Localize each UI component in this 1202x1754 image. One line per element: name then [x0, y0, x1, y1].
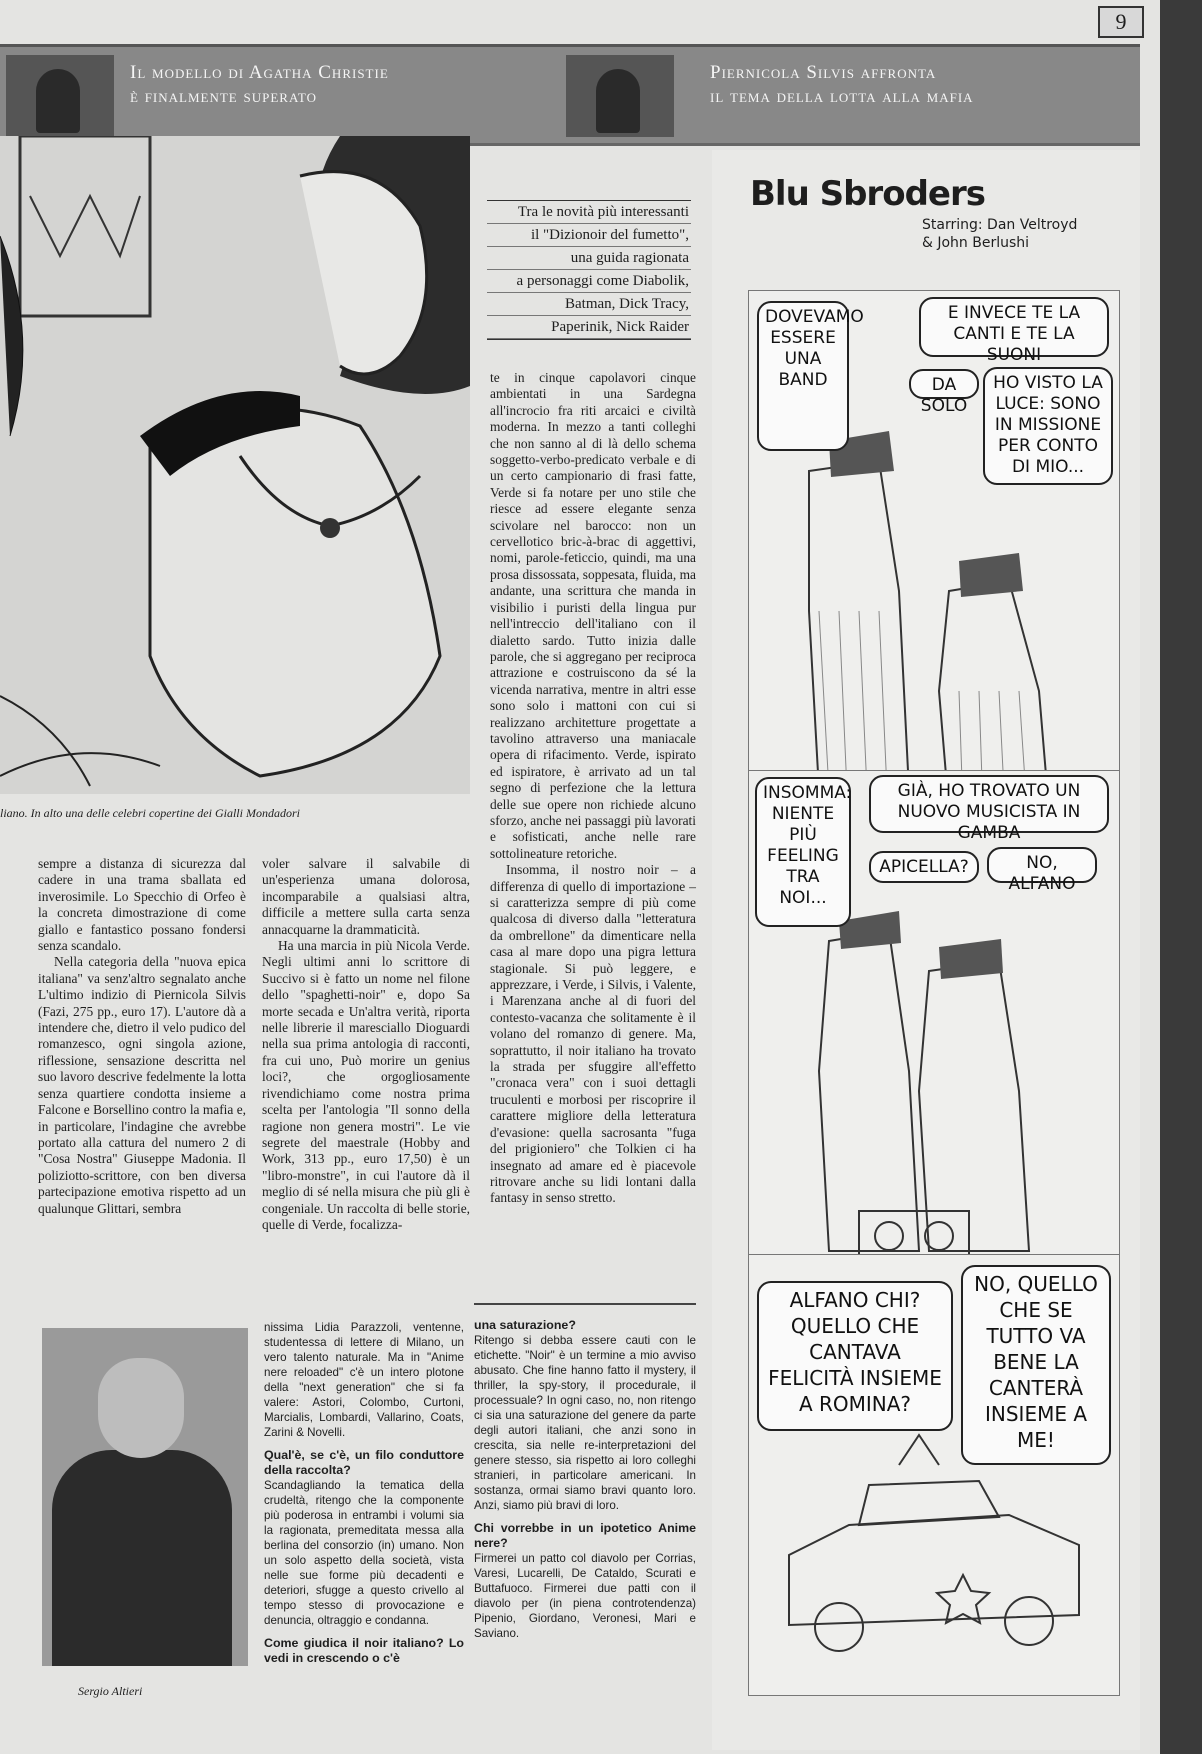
- paragraph: sempre a distanza di sicurezza dal cadere in una trama sballata ed inverosimile. Lo Specchio di Orfeo è la concreta dimostrazione di come giallo e fantastico possano fondersi senza scandalo.: [38, 856, 246, 954]
- speech-bubble: APICELLA?: [869, 851, 979, 883]
- article-column-1: [38, 856, 246, 1217]
- cartoon-title: Blu Sbroders: [750, 174, 985, 214]
- section-divider: [474, 1303, 696, 1305]
- page-number: 9: [1098, 6, 1144, 38]
- cartoon-panel-2: [748, 770, 1120, 1312]
- header-thumbnail-right: [566, 55, 674, 137]
- speech-bubble: E INVECE TE LA CANTI E TE LA SUONI: [919, 297, 1109, 357]
- cartoon-panel-1: [748, 290, 1120, 852]
- interview-column-1: [264, 1320, 464, 1666]
- article-column-3: [490, 370, 696, 1207]
- illustration-drawing: [0, 136, 470, 794]
- pull-quote-line: una guida ragionata: [487, 247, 691, 270]
- header-thumbnail-left: [6, 55, 114, 137]
- interview-answer: Firmerei un patto col diavolo per Corrias, Varesi, Lucarelli, De Cataldo, Scurati e Buttafuoco. Firmerei due patti con il diavolo per (in piena controtendenza) Pipenio, Giordano, Veronesi, Mari e Saviano.: [474, 1552, 696, 1640]
- paragraph: te in cinque capolavori cinque ambientati in una Sardegna all'incrocio fra riti arcaici e civiltà moderna. In mezzo a tanti colleghi che non sanno al di là dello schema soggetto-verbo-predicato verbale e di un certo campionario di frasi fatte, Verde si fa notare per uno stile che riesce ad essere elegante senza scivolare nel barocco: non un cervellotico bric-à-brac di aggettivi, nomi, parole-feticcio, quindi, ma una prosa dissossata, soppesata, fluida, ma andante, una scrittura che manda in visibilio i puristi della lingua pur nell'intreccio dell'italiano con il dialetto sardo. Tutto inizia dalle parole, che si aggregano per reciproca attrazione e costruiscono da sé la vicenda narrativa, mentre in altri esse sono solo i mattoni con cui si realizzano architetture progettate a tavolino attraverso una maniacale opera di rifacimento. Verde, ispirato ed ispiratore, è arrivato ad un tal segno di perfezione che la lettura delle sue opere non richiede alcuno sforzo, anche nei passaggi più lavorati e sofisticati, anche nelle rare sottolineature retoriche.: [490, 370, 696, 861]
- header-title-left-line1: Il modello di Agatha Christie: [130, 62, 389, 83]
- speech-bubble: HO VISTO LA LUCE: SONO IN MISSIONE PER CONTO DI MIO...: [983, 367, 1113, 485]
- header-title-left: [130, 61, 389, 109]
- header-title-right-line2: il tema della lotta alla mafia: [710, 86, 974, 107]
- paragraph: Insomma, il nostro noir – a differenza di quello di importazione – si caratterizza sempre di più come qualcosa di diverso dalla "letteratura da ombrellone" da dimenticare nella casa al mare dopo una pigra lettura stagionale. Si può leggere, e apprezzare, i Verde, i Silvis, i Valente, i Marenzana anche al di fuori del contesto-vacanza che solitamente è il volano del romanzo di genere. Ma, soprattutto, il noir italiano ha trovato la strada per sfuggire all'effetto "cronaca vera" con i suoi dettagli truculenti e morbosi per riscoprire il carattere migliore della letteratura d'evasione: quella sacrosanta "fuga del prigioniero" che Tolkien ci ha insegnato ad amare ed è piacevole ritrovare anche su lidi lontani dalla fantasy in senso stretto.: [490, 862, 696, 1206]
- header-title-right-line1: Piernicola Silvis affronta: [710, 62, 937, 83]
- article-column-2: [262, 856, 470, 1233]
- header-title-left-line2: è finalmente superato: [130, 86, 317, 107]
- interview-answer: Ritengo si debba essere cauti con le etichette. "Noir" è un termine a mio avviso abusato. Che fine hanno fatto il mystery, il thriller, la spy-story, il procedurale, il processuale? In ogni caso, no, non ritengo ci sia una saturazione del genere da parte degli autori italiani, che anzi sono in crescita, sia nelle re-interpretazioni del genere stesso, sia rispetto ai loro colleghi stranieri, in particolare americani. In sostanza, ormai siamo bravi quanto loro. Anzi, siamo più bravi di loro.: [474, 1334, 696, 1512]
- speech-bubble: ALFANO CHI? QUELLO CHE CANTAVA FELICITÀ INSIEME A ROMINA?: [757, 1281, 953, 1431]
- speech-bubble: NO, QUELLO CHE SE TUTTO VA BENE LA CANTERÀ INSIEME A ME!: [961, 1265, 1111, 1465]
- interview-answer: Scandagliando la tematica della crudeltà, ritengo che la componente più poderosa in entrambi i volumi sia la ragionata, premeditata messa alla berlina del consorzio (in) umano. Non un solo aspetto della società, vista nelle sue forme più decadenti e deteriori, sfugge a questo crivello al tempo stesso di provocazione e denuncia, oltraggio e condanna.: [264, 1479, 464, 1627]
- pull-quote-line: Tra le novità più interessanti: [487, 201, 691, 224]
- pull-quote-line: Batman, Dick Tracy,: [487, 293, 691, 316]
- pull-quote-line: Paperinik, Nick Raider: [487, 316, 691, 339]
- cartoon-panel-3: [748, 1254, 1120, 1696]
- interview-question: Chi vorrebbe in un ipotetico Anime nere?: [474, 1521, 696, 1550]
- paragraph: Nella categoria della "nuova epica italiana" va senz'altro segnalato anche L'ultimo indizio di Piernicola Silvis (Fazi, 275 pp., euro 17). L'autore dà a intendere che, dietro il velo pudico del romanzesco, ogni singola azione, riflessione, sensazione descritta nel suo lavoro descrive fedelmente la lotta senza quartiere condotta insieme a Falcone e Borsellino contro la mafia e, in particolare, l'indagine che avrebbe portato alla cattura del numero 2 di "Cosa Nostra" Giuseppe Madonia. Il poliziotto-scrittore, con ben diversa partecipazione emotiva rispetto ad un qualunque Glittari, sembra: [38, 954, 246, 1216]
- paragraph: Ha una marcia in più Nicola Verde. Negli ultimi anni lo scrittore di Succivo si è fatto un nome nel filone dello "spaghetti-noir" e, dopo Sa morte secada e Un'altra verità, riporta nelle librerie il maresciallo Dioguardi nella sua prima antologia di racconti, fra cui uno, Può morire un genius loci?, che orgogliosamente rivendichiamo come nostra prima scelta per l'antologia "Il sonno della ragione non genera mostri". Le vie segrete del maestrale (Hobby and Work, 313 pp., euro 17,50) è un "libro-monstre", in cui l'autore dà il meglio di sé nella misura che più gli è congeniale. Un raccolta di belle storie, quelle di Verde, focalizza-: [262, 938, 470, 1232]
- cartoon-starring-line2: & John Berlushi: [922, 235, 1030, 251]
- pull-quote: [487, 200, 691, 340]
- speech-bubble: INSOMMA: NIENTE PIÙ FEELING TRA NOI...: [755, 777, 851, 927]
- interview-question: Come giudica il noir italiano? Lo vedi in crescendo o c'è: [264, 1636, 464, 1665]
- cartoon-starring-line1: Starring: Dan Veltroyd: [922, 217, 1078, 233]
- interview-text: nissima Lidia Parazzoli, ventenne, studentessa di lettere di Milano, un vero talento naturale. Ma in "Anime nere reloaded" c'è un intero plotone della "next generation" che si fa valere: Astori, Colombo, Curtoni, Marcialis, Lombardi, Vallarino, Coats, Zarini & Novelli.: [264, 1321, 464, 1439]
- speech-bubble: DA SOLO: [909, 369, 979, 399]
- interview-question-cont: una saturazione?: [474, 1318, 576, 1332]
- paragraph: voler salvare il salvabile di un'esperienza umana dolorosa, incomparabile a qualsiasi altra, difficile a mettere sulla carta senza annacquarne la drammaticità.: [262, 856, 470, 937]
- page-header-band: [0, 44, 1140, 146]
- author-photo: [42, 1328, 248, 1666]
- illustration-caption: liano. In alto una delle celebri copertine dei Gialli Mondadori: [0, 806, 300, 820]
- speech-bubble: NO, ALFANO: [987, 847, 1097, 883]
- comic-cover-illustration: [0, 136, 470, 794]
- header-title-right: [710, 61, 974, 109]
- author-photo-caption: Sergio Altieri: [78, 1684, 143, 1698]
- pull-quote-line: il "Dizionoir del fumetto",: [487, 224, 691, 247]
- speech-bubble: GIÀ, HO TROVATO UN NUOVO MUSICISTA IN GAMBA: [869, 775, 1109, 833]
- speech-bubble: DOVEVAMO ESSERE UNA BAND: [757, 301, 849, 451]
- cartoon-strip-column: [712, 150, 1140, 1750]
- cartoon-starring: [922, 216, 1077, 252]
- interview-question: Qual'è, se c'è, un filo conduttore della raccolta?: [264, 1448, 464, 1477]
- interview-column-2: [474, 1318, 696, 1641]
- pull-quote-line: a personaggi come Diabolik,: [487, 270, 691, 293]
